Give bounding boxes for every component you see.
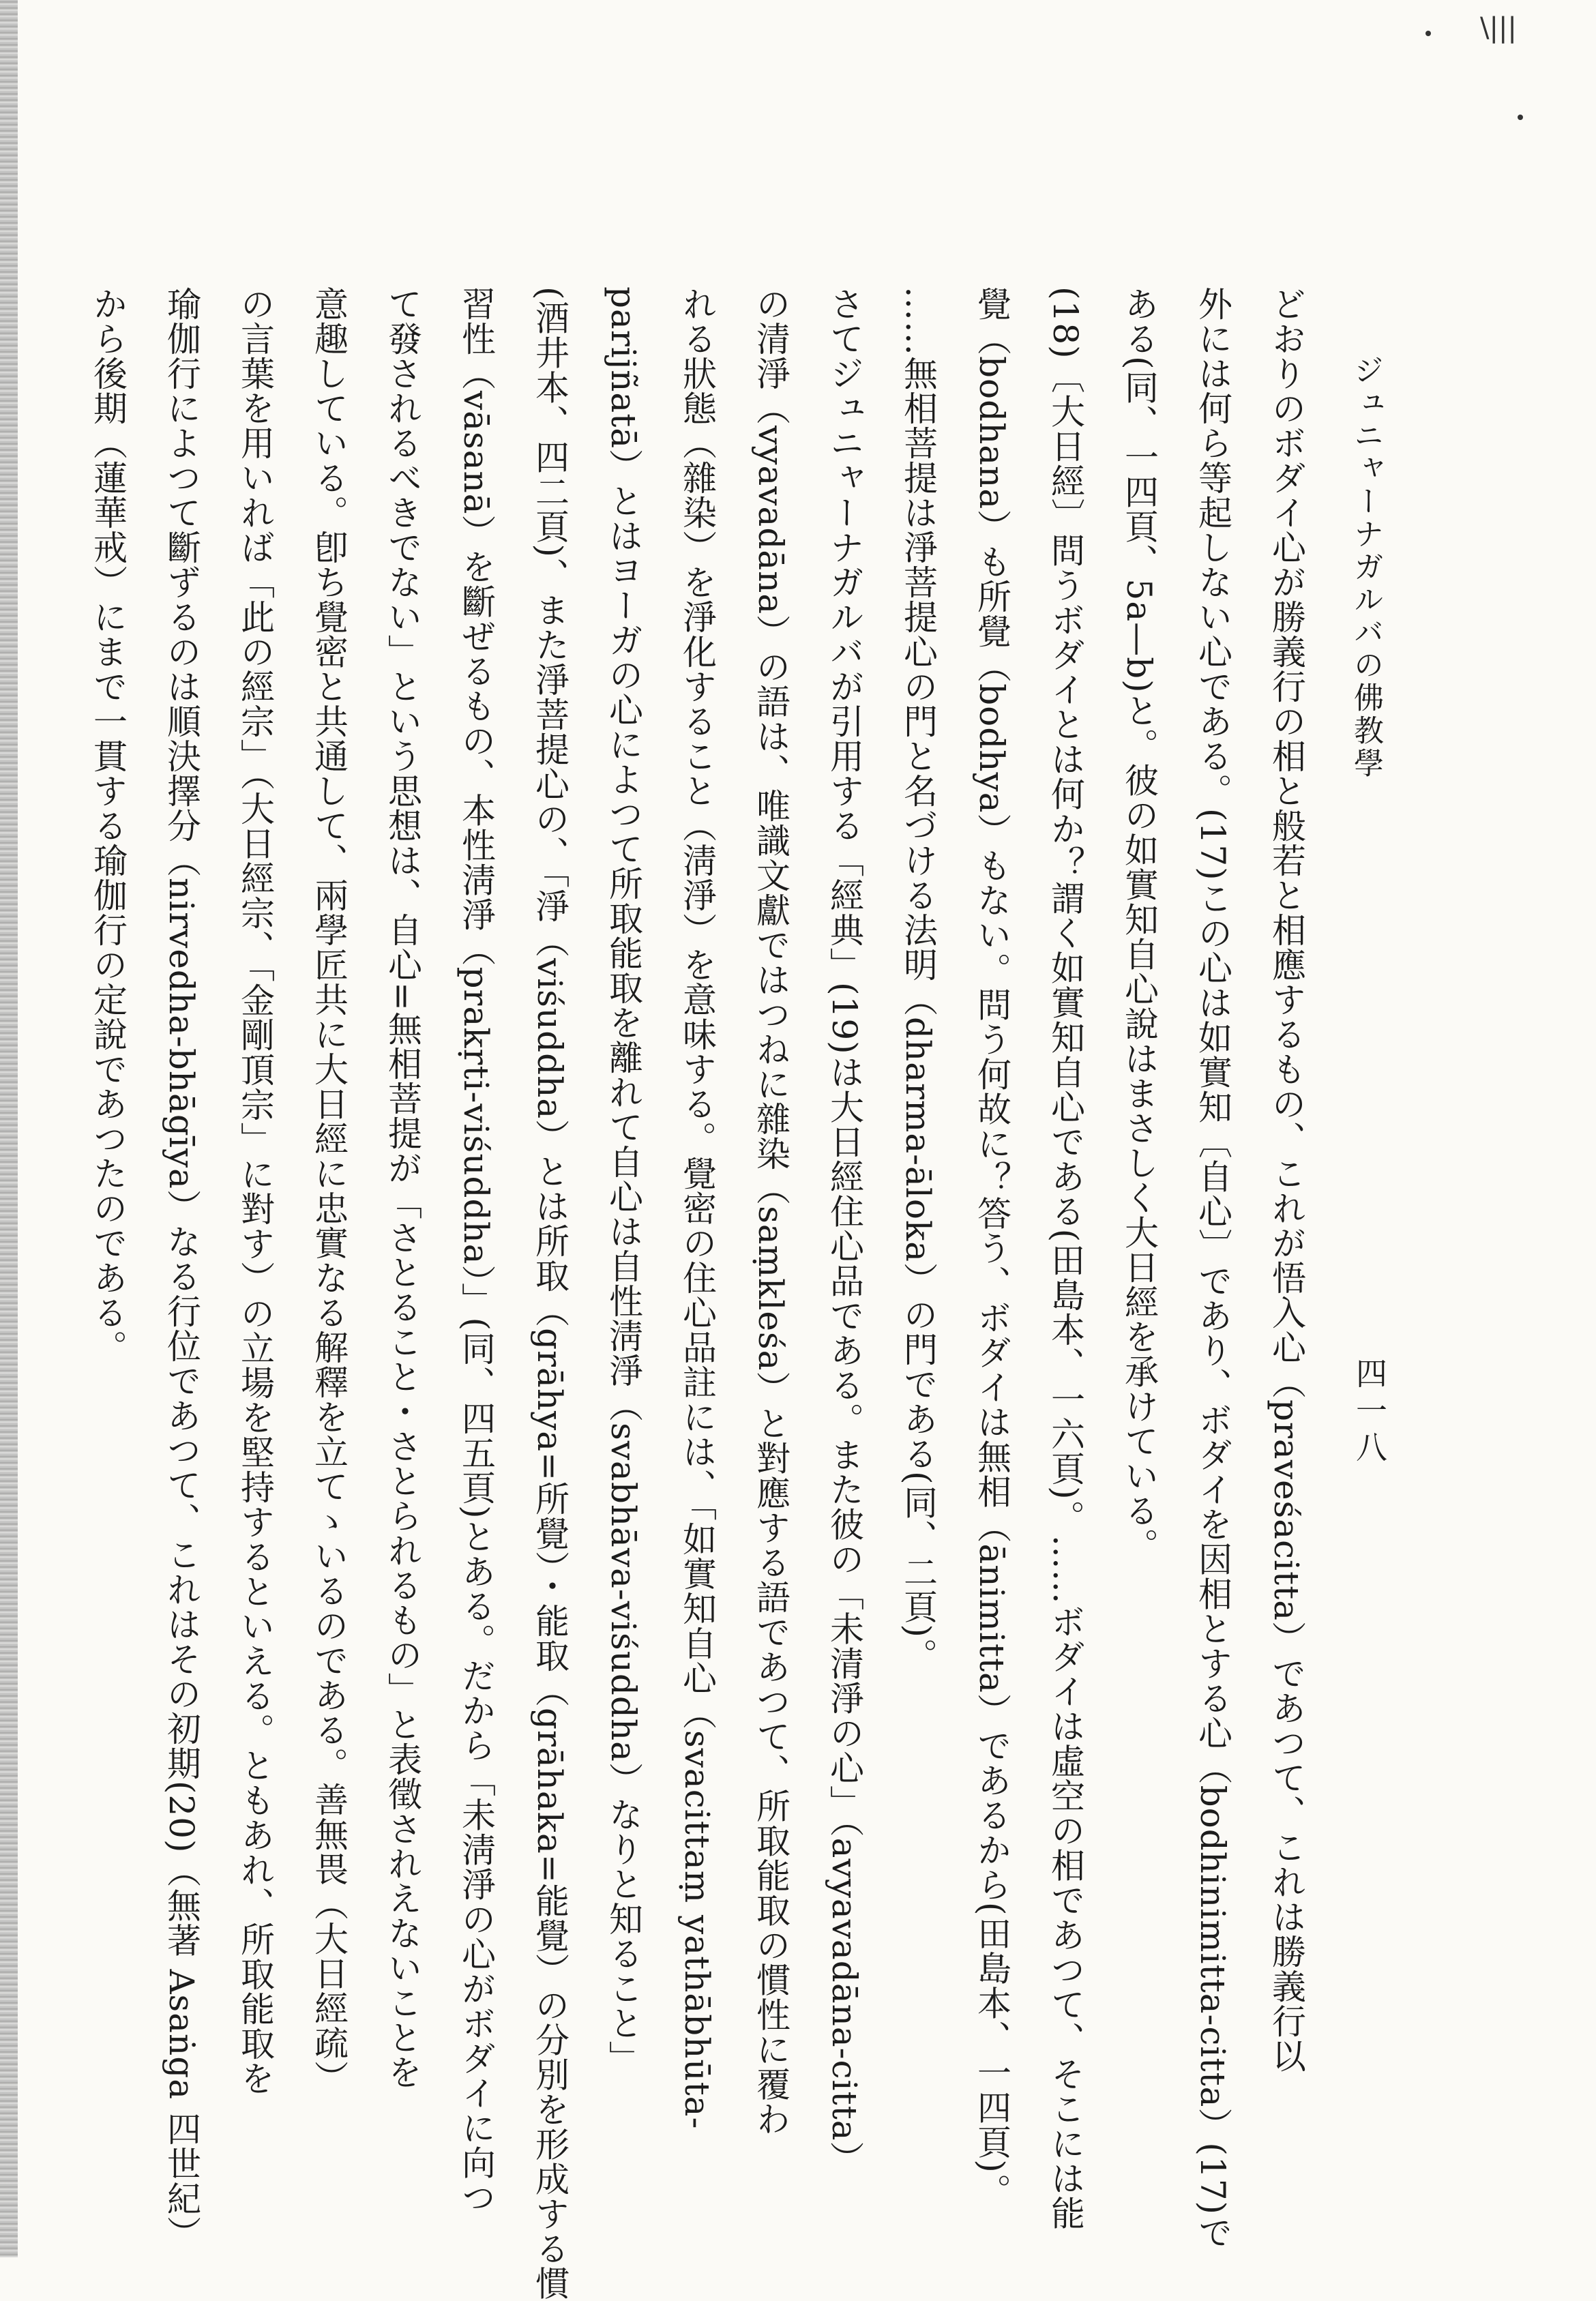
text-column: ある(同、一四頁、5a—b)と。彼の如實知自心說はまさしく大日經を承けている。 — [1119, 286, 1159, 1563]
text-column: の言葉を用いれば「此の經宗」（大日經宗、「金剛頂宗」に對す）の立場を堅持するといえる。ともあれ、所取能取を — [235, 286, 275, 2096]
text-column: (酒井本、四二頁)、また淨菩提心の、「淨（viśuddha）とは所取（grāhya=所覺）・能取（grāhaka=能覺）の分別を形成する慣 — [530, 286, 570, 2301]
text-column: parijñatā）とはヨーガの心によつて所取能取を離れて自心は自性淸淨（svabhāva-viśuddha）なりと知ること」 — [604, 286, 643, 2075]
margin-mark: \||| — [1480, 12, 1517, 44]
text-column: (18)〔大日經〕問うボダイとは何か？謂く如實知自心である(田島本、一六頁)。……ボダイは虛空の相であつて、そこには能 — [1046, 286, 1085, 2231]
body-text — [88, 286, 1323, 2301]
text-column: 外には何ら等起しない心である。(17)この心は如實知〔自心〕であり、ボダイを因相とする心（bodhinimitta-citta）(17)で — [1193, 286, 1232, 2251]
text-column: 覺（bodhana）も所覺（bodhya）もない。問う何故に？答う、ボダイは無相（ānimitta）であるから(田島本、一四頁)。 — [972, 286, 1011, 2208]
text-column: さてジュニャーナガルバが引用する「經典」(19)は大日經住心品である。また彼の「未清淨の心」（avyavadāna-citta） — [825, 286, 864, 2176]
running-header: ジュニャーナガルバの佛教學 — [1348, 355, 1383, 780]
text-column: どおりのボダイ心が勝義行の相と般若と相應するもの、これが悟入心（praveśacitta）であつて、これは勝義行以 — [1267, 286, 1306, 2074]
page-number: 四一八 — [1351, 1357, 1388, 1468]
text-column: ……無相菩提は淨菩提心の門と名づける法明（dharma-āloka）の門である(同、二頁)。 — [898, 286, 938, 1674]
text-column: 習性（vāsanā）を斷ぜるもの、本性淸淨（prakṛti-viśuddha）」(同、四五頁)とある。だから「未淸淨の心がボダイに向つ — [456, 286, 496, 2215]
scan-edge — [0, 0, 18, 2257]
text-column: れる狀態（雜染）を淨化すること（淸淨）を意味する。覺密の住心品註には、「如實知自心（svacittaṃ yathābhūta- — [677, 286, 717, 2130]
text-column: 瑜伽行によつて斷ずるのは順決擇分（nirvedha-bhāgīya）なる行位であつて、これはその初期(20)（無著 Asaṅga 四世紀） — [162, 286, 201, 2251]
ink-dot — [1425, 31, 1431, 36]
text-column: て發されるべきでない」という思想は、自心=無相菩提が「さとること・さとられるもの」と表徵されえないことを — [383, 286, 422, 2090]
text-column: から後期（蓮華戒）にまで一貫する瑜伽行の定說であつたのである。 — [88, 286, 128, 1365]
text-column: の清淨（vyavadāna）の語は、唯識文獻ではつねに雜染（saṃkleśa）と對應する語であつて、所取能取の慣性に覆わ — [751, 286, 790, 2137]
text-column: 意趣している。卽ち覺密と共通して、兩學匠共に大日經に忠實なる解釋を立てゝいるのである。善無畏（大日經疏） — [309, 286, 349, 2095]
ink-dot — [1518, 115, 1523, 120]
